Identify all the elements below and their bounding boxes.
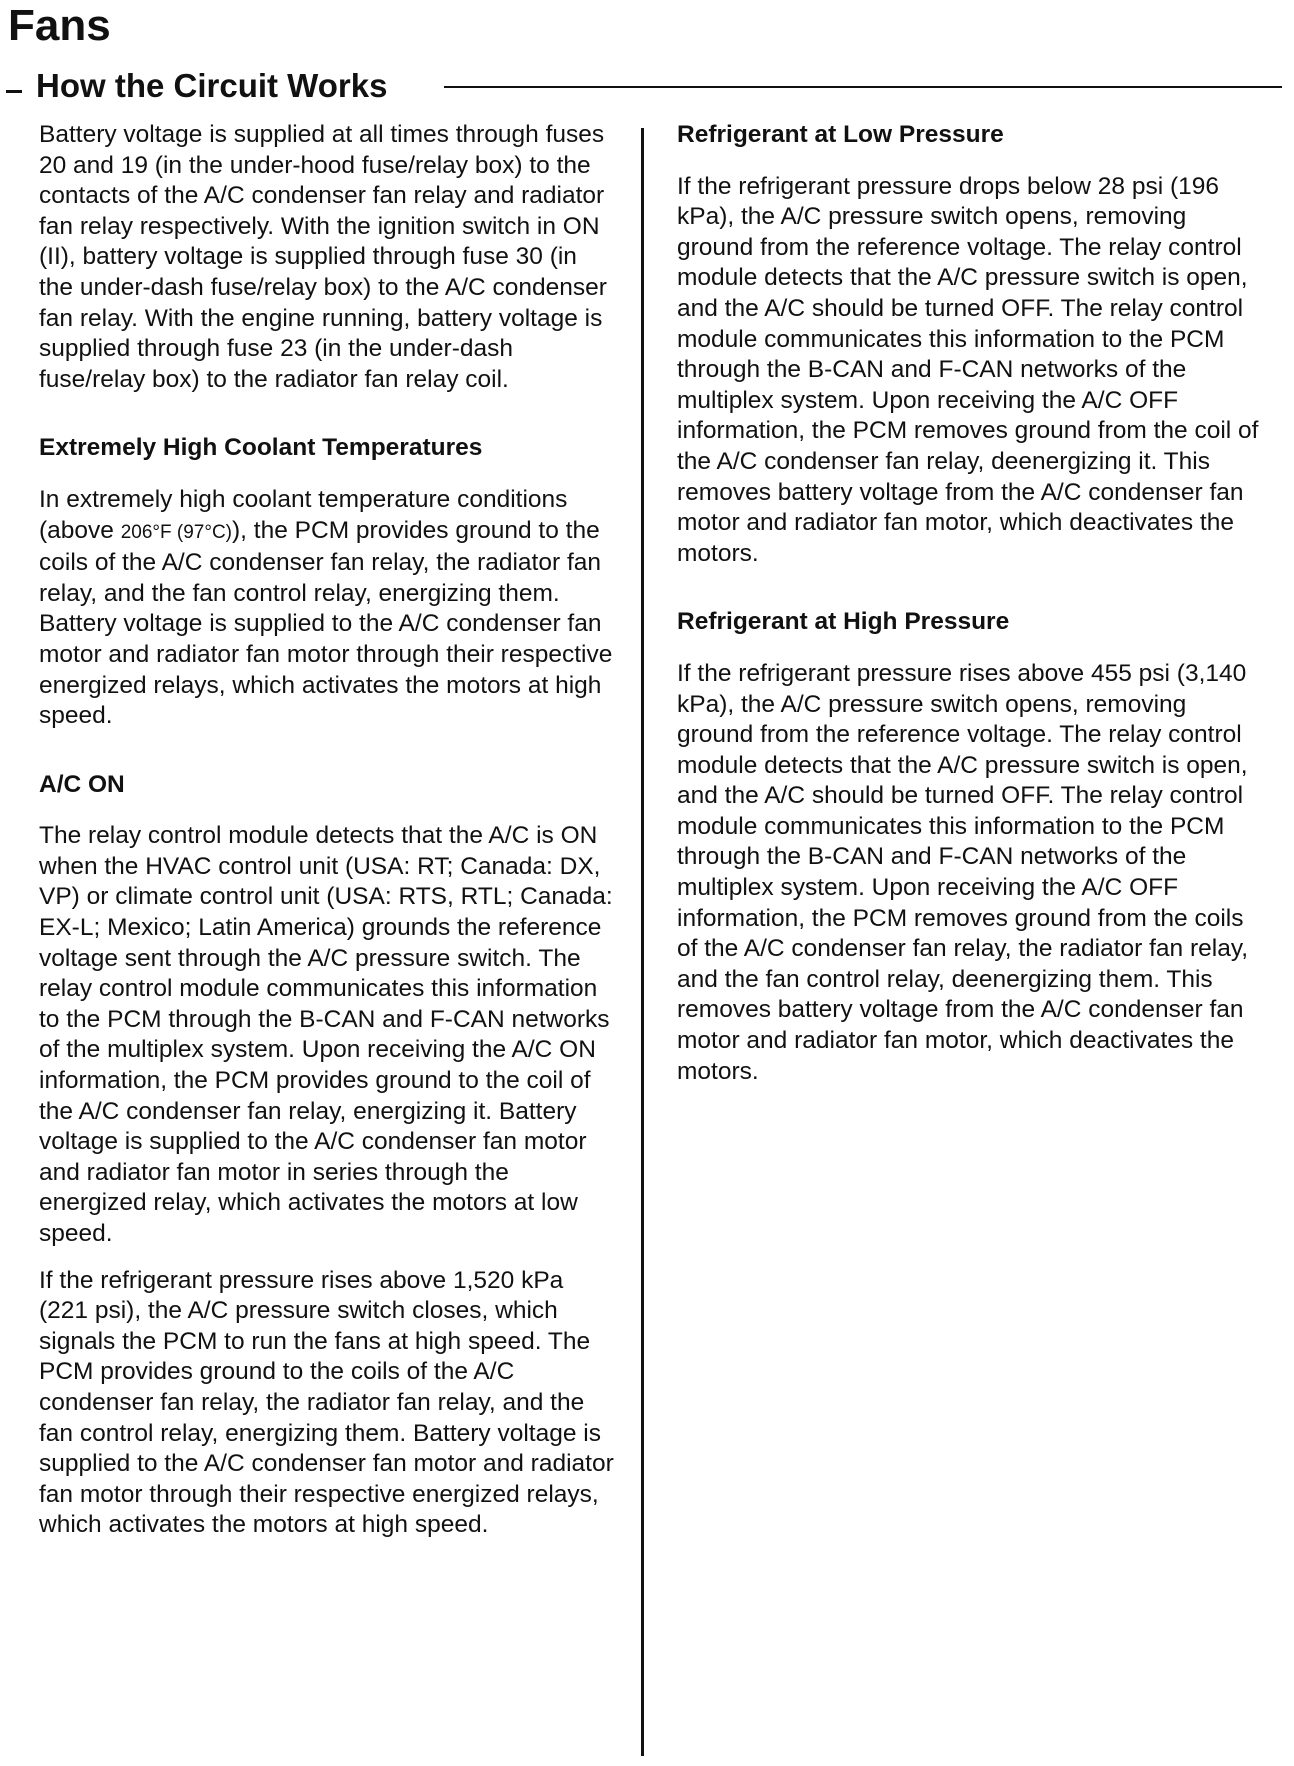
page-title: Fans	[8, 1, 111, 50]
intro-paragraph: Battery voltage is supplied at all times through fuses 20 and 19 (in the under-hood fuse/relay box) to the contacts of the A/C condenser fan relay and radiator fan relay respectively. With the ignition switch in ON (II), battery voltage is supplied through fuse 30 (in the under-dash fuse/relay box) to the A/C condenser fan relay. With the engine running, battery voltage is supplied through fuse 23 (in the under-dash fuse/relay box) to the radiator fan relay coil.	[39, 121, 607, 393]
high-coolant-heading: Extremely High Coolant Temperatures	[39, 434, 483, 462]
high-coolant-text-before: In extremely high coolant temperature conditions (above	[39, 485, 568, 544]
low-pressure-paragraph: If the refrigerant pressure drops below 28 psi (196 kPa), the A/C pressure switch opens, removing ground from the reference voltage. The relay control module detects that the A/C pressure switch is open, and the A/C should be turned OFF. The relay control module communicates this information to the PCM through the B-CAN and F-CAN networks of the multiplex system. Upon receiving the A/C OFF information, the PCM removes ground from the coil of the A/C condenser fan relay, deenergizing it. This removes battery voltage from the A/C condenser fan motor and radiator fan motor, which deactivates the motors.	[677, 172, 1259, 567]
left-column	[39, 120, 614, 1541]
high-pressure-heading: Refrigerant at High Pressure	[677, 608, 1010, 636]
high-coolant-text-after: ), the PCM provides ground to the coils of the A/C condenser fan relay, the radiator fan relay, and the fan control relay, energizing them. Battery voltage is supplied to the A/C condenser fan motor and radiator fan motor through their respective energized relays, which activates the motors at high speed.	[39, 516, 613, 730]
high-coolant-temperature: 206°F (97°C)	[120, 521, 233, 543]
section-rule	[444, 86, 1282, 88]
ac-on-paragraph-2: If the refrigerant pressure rises above 1,520 kPa (221 psi), the A/C pressure switch closes, which signals the PCM to run the fans at high speed. The PCM provides ground to the coils of the A/C condenser fan relay, the radiator fan relay, and the fan control relay, energizing them. Battery voltage is supplied to the A/C condenser fan motor and radiator fan motor through their respective energized relays, which activates the motors at high speed.	[39, 1266, 614, 1539]
right-column	[677, 120, 1267, 1087]
column-divider	[641, 128, 644, 1756]
section-header	[6, 64, 1282, 108]
section-title: How the Circuit Works	[36, 67, 388, 104]
high-coolant-paragraph	[39, 485, 614, 732]
low-pressure-heading: Refrigerant at Low Pressure	[677, 121, 1004, 148]
ac-on-heading: A/C ON	[39, 770, 125, 798]
section-dash	[6, 90, 22, 93]
ac-on-paragraph-1: The relay control module detects that the A/C is ON when the HVAC control unit (USA: RT; Canada: DX, VP) or climate control unit (USA: RTS, RTL; Canada: EX-L; Mexico; Latin America) grounds the reference voltage sent through the A/C pressure switch. The relay control module communicates this information to the PCM through the B-CAN and F-CAN networks of the multiplex system. Upon receiving the A/C ON information, the PCM provides ground to the coil of the A/C condenser fan relay, energizing it. Battery voltage is supplied to the A/C condenser fan motor and radiator fan motor in series through the energized relay, which activates the motors at low speed.	[39, 822, 613, 1247]
high-pressure-paragraph: If the refrigerant pressure rises above 455 psi (3,140 kPa), the A/C pressure switch opens, removing ground from the reference voltage. The relay control module detects that the A/C pressure switch is open, and the A/C should be turned OFF. The relay control module communicates this information to the PCM through the B-CAN and F-CAN networks of the multiplex system. Upon receiving the A/C OFF information, the PCM removes ground from the coils of the A/C condenser fan relay, the radiator fan relay, and the fan control relay, deenergizing them. This removes battery voltage from the A/C condenser fan motor and radiator fan motor, which deactivates the motors.	[677, 659, 1249, 1085]
